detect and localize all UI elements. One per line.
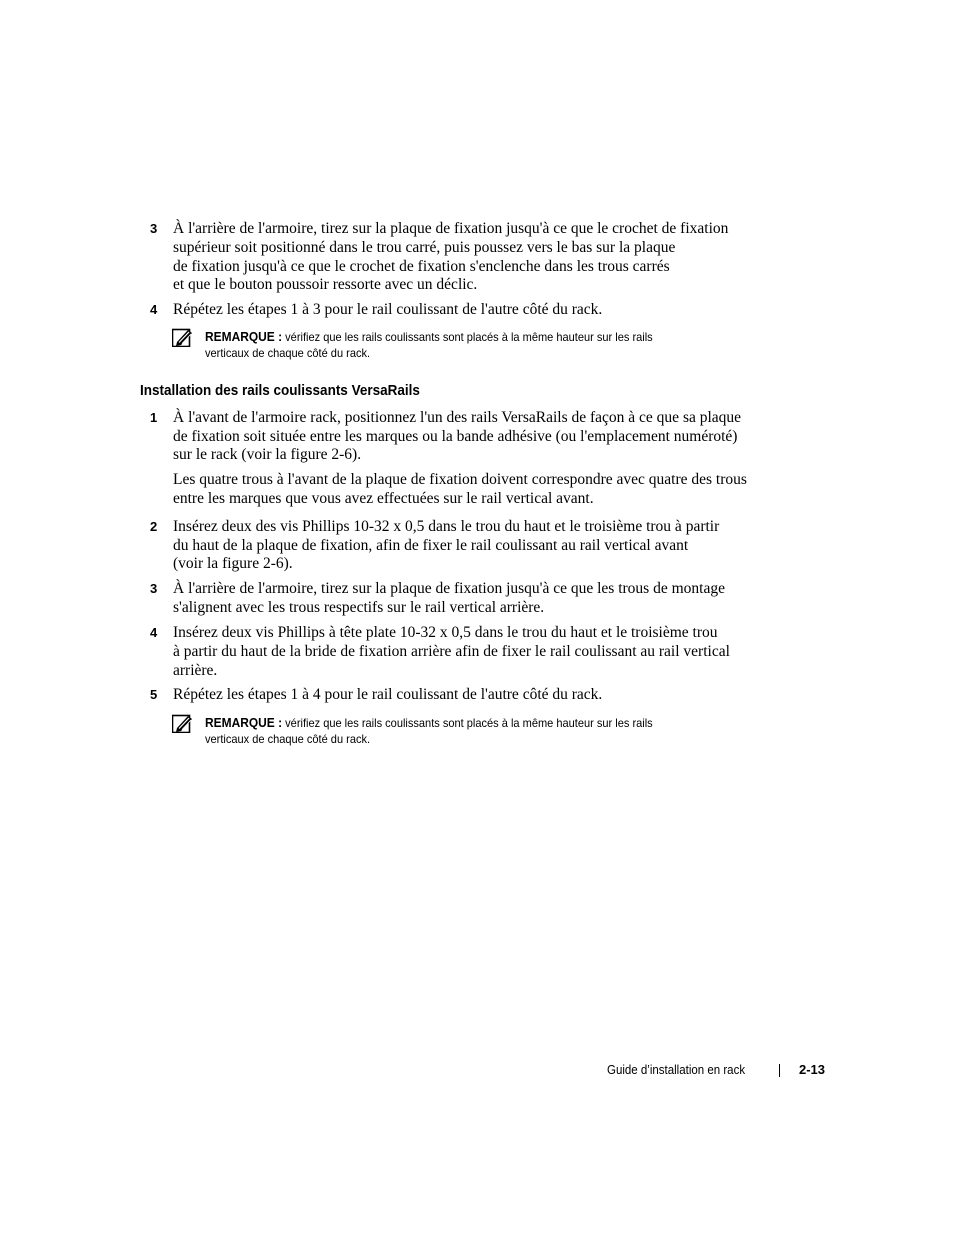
- note-label: REMARQUE :: [205, 329, 283, 344]
- step-text-line: de fixation soit située entre les marques ou la bande adhésive (ou l'emplacement numéroté): [173, 428, 738, 445]
- note-line: [205, 328, 653, 346]
- step-text-line: (voir la figure 2-6).: [173, 555, 293, 572]
- step-text-line: À l'arrière de l'armoire, tirez sur la plaque de fixation jusqu'à ce que le crochet de fixation: [173, 220, 729, 237]
- note-line: [205, 714, 653, 732]
- step-number: 3: [150, 221, 158, 236]
- step-text-line: de fixation jusqu'à ce que le crochet de fixation s'enclenche dans les trous carrés: [173, 258, 670, 275]
- note-text: vérifiez que les rails coulissants sont placés à la même hauteur sur les rails: [285, 330, 653, 344]
- step-text-line: Répétez les étapes 1 à 4 pour le rail coulissant de l'autre côté du rack.: [173, 686, 603, 703]
- step-text-line: entre les marques que vous avez effectuées sur le rail vertical avant.: [173, 490, 594, 507]
- step-number: 3: [150, 581, 158, 596]
- footer-page-number: 2-13: [799, 1062, 826, 1077]
- footer-separator: [779, 1064, 780, 1077]
- step-number: 2: [150, 519, 158, 534]
- step-text-line: et que le bouton poussoir ressorte avec un déclic.: [173, 276, 478, 293]
- step-text-line: Les quatre trous à l'avant de la plaque de fixation doivent correspondre avec quatre des trous: [173, 471, 747, 488]
- step-text-line: Insérez deux des vis Phillips 10-32 x 0,5 dans le trou du haut et le troisième trou à partir: [173, 518, 720, 535]
- step-text-line: sur le rack (voir la figure 2-6).: [173, 446, 362, 463]
- step-text-line: À l'avant de l'armoire rack, positionnez l'un des rails VersaRails de façon à ce que sa plaque: [173, 409, 742, 426]
- step-number: 4: [150, 625, 158, 640]
- section-heading: Installation des rails coulissants VersaRails: [140, 382, 420, 399]
- note-line: verticaux de chaque côté du rack.: [205, 732, 371, 746]
- step-text-line: supérieur soit positionné dans le trou carré, puis poussez vers le bas sur la plaque: [173, 239, 676, 256]
- step-text-line: arrière.: [173, 662, 218, 679]
- step-text-line: à partir du haut de la bride de fixation arrière afin de fixer le rail coulissant au rail vertical: [173, 643, 730, 660]
- footer-guide-title: Guide d’installation en rack: [607, 1063, 746, 1077]
- step-text-line: s'alignent avec les trous respectifs sur le rail vertical arrière.: [173, 599, 545, 616]
- step-text-line: Insérez deux vis Phillips à tête plate 10-32 x 0,5 dans le trou du haut et le troisième trou: [173, 624, 718, 641]
- step-text-line: Répétez les étapes 1 à 3 pour le rail coulissant de l'autre côté du rack.: [173, 301, 603, 318]
- note-label: REMARQUE :: [205, 715, 283, 730]
- step-number: 4: [150, 302, 158, 317]
- step-number: 5: [150, 687, 158, 702]
- step-number: 1: [150, 410, 158, 425]
- note-line: verticaux de chaque côté du rack.: [205, 346, 371, 360]
- note-pencil-icon: [172, 713, 194, 733]
- step-text-line: du haut de la plaque de fixation, afin de fixer le rail coulissant au rail vertical avant: [173, 537, 689, 554]
- step-text-line: À l'arrière de l'armoire, tirez sur la plaque de fixation jusqu'à ce que les trous de montage: [173, 580, 725, 597]
- note-pencil-icon: [172, 327, 194, 347]
- note-text: vérifiez que les rails coulissants sont placés à la même hauteur sur les rails: [285, 716, 653, 730]
